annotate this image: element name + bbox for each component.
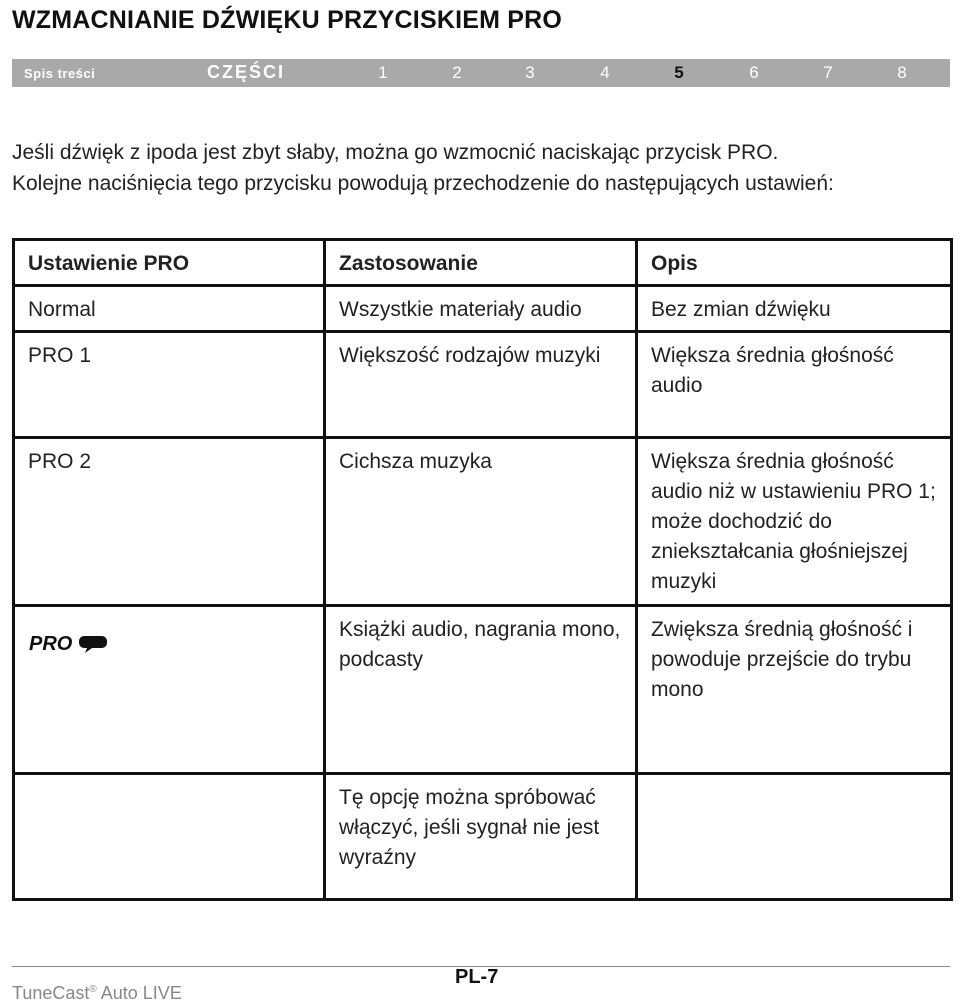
section-navbar	[12, 59, 950, 87]
part-link-2[interactable]: 2	[452, 63, 462, 82]
cell-description: Zwiększa średnią głośność i powoduje przejście do trybu mono	[637, 606, 952, 774]
page-title: WZMACNIANIE DŹWIĘKU PRZYCISKIEM PRO	[12, 6, 563, 34]
part-link-3[interactable]: 3	[525, 63, 535, 82]
cell-usage: Cichsza muzyka	[325, 438, 637, 606]
table-row	[14, 332, 952, 438]
cell-setting: PRO 1	[14, 332, 325, 438]
header-cell-description: Opis	[637, 240, 952, 286]
table-row	[14, 286, 952, 332]
cell-description: Większa średnia głośność audio niż w ustawieniu PRO 1; może dochodzić do zniekształcania głośniejszej muzyki	[637, 438, 952, 606]
intro-line-2: Kolejne naciśnięcia tego przycisku powodują przechodzenie do następujących ustawień:	[12, 172, 834, 195]
table-row	[14, 774, 952, 900]
toc-link[interactable]: Spis treści	[24, 66, 96, 81]
cell-setting	[14, 774, 325, 900]
part-link-6[interactable]: 6	[749, 63, 759, 82]
header-cell-usage: Zastosowanie	[325, 240, 637, 286]
pro-speech-logo-icon	[28, 632, 108, 654]
cell-description	[637, 774, 952, 900]
brand-suffix: Auto LIVE	[100, 983, 182, 1003]
part-link-7[interactable]: 7	[823, 63, 833, 82]
header-cell-setting: Ustawienie PRO	[14, 240, 325, 286]
cell-setting: PRO 2	[14, 438, 325, 606]
table-row	[14, 606, 952, 774]
part-link-5[interactable]: 5	[674, 63, 684, 82]
cell-usage: Książki audio, nagrania mono, podcasty	[325, 606, 637, 774]
cell-usage: Wszystkie materiały audio	[325, 286, 637, 332]
cell-setting: Normal	[14, 286, 325, 332]
cell-description: Większa średnia głośność audio	[637, 332, 952, 438]
intro-line-1: Jeśli dźwięk z ipoda jest zbyt słaby, można go wzmocnić naciskając przycisk PRO.	[12, 141, 779, 164]
table-header-row	[14, 240, 952, 286]
table-row	[14, 438, 952, 606]
footer-brand	[12, 983, 182, 1003]
intro-paragraph	[12, 137, 942, 199]
parts-label: CZĘŚCI	[207, 62, 286, 82]
page-number: PL-7	[455, 966, 499, 988]
cell-setting-logo	[14, 606, 325, 774]
cell-description: Bez zmian dźwięku	[637, 286, 952, 332]
part-link-1[interactable]: 1	[378, 63, 388, 82]
part-link-8[interactable]: 8	[897, 63, 907, 82]
pro-settings-table	[12, 238, 953, 901]
pro-logo-text: PRO	[29, 633, 73, 654]
brand-name: TuneCast	[12, 983, 90, 1003]
cell-usage: Tę opcję można spróbować włączyć, jeśli sygnał nie jest wyraźny	[325, 774, 637, 900]
part-link-4[interactable]: 4	[600, 63, 610, 82]
cell-usage: Większość rodzajów muzyki	[325, 332, 637, 438]
registered-mark: ®	[89, 984, 97, 995]
